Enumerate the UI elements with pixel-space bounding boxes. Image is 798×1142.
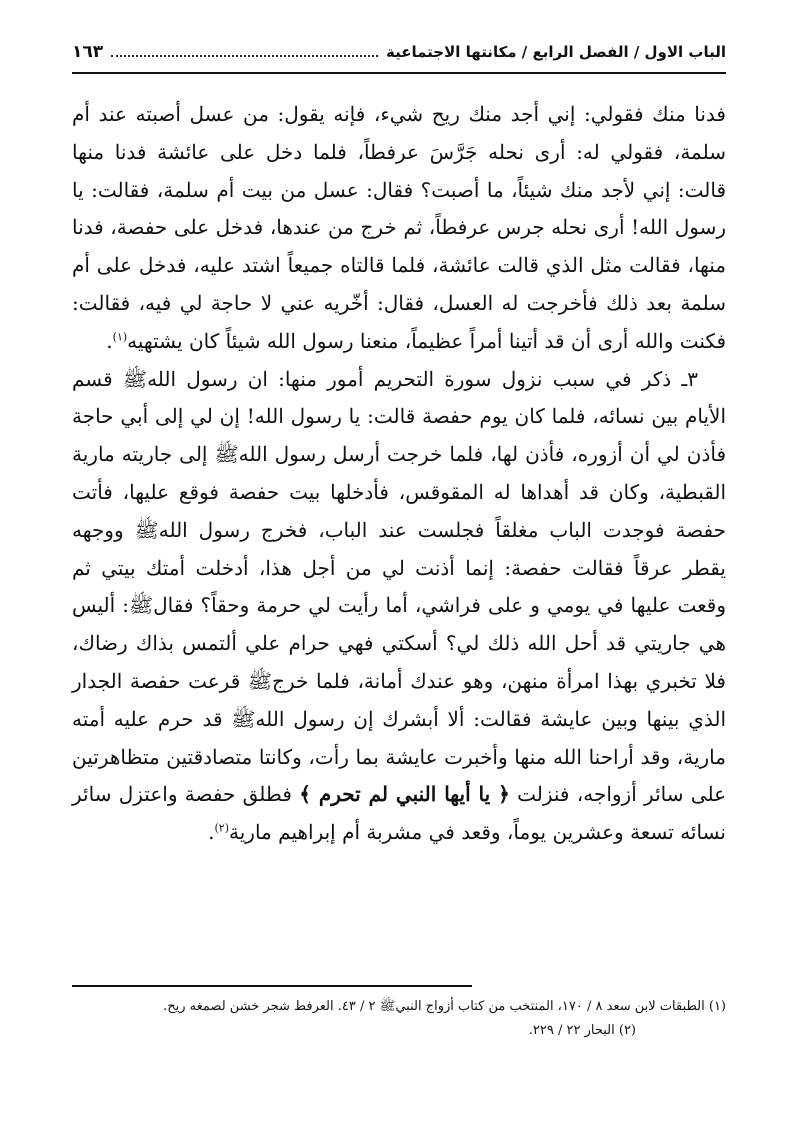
- footnote-ref-2: (٢): [214, 821, 230, 835]
- paragraph-1: [72, 96, 726, 361]
- running-header: [72, 22, 726, 74]
- paragraph-2-end: .: [208, 820, 215, 845]
- paragraph-1-text: فدنا منك فقولي: إني أجد منك ريح شيء، فإنه يقول: من عسل أصبته عند أم سلمة، فقولي له: أرى نحله جَرَّسَ عرفطاً، فلما دخل على عائشة فدنا منها قالت: إني لأجد منك شيئاً، ما أصبت؟ فقال: عسل من بيت أم سلمة، فقالت: يا رسول الله! أرى نحله جرس عرفطاً، ثم خرج من عندها، فدخل على حفصة، فدنا منها، فقالت مثل الذي قالت عائشة، فلما قالتاه جميعاً اشتد عليه، فدخل على أم سلمة بعد ذلك فأخرجت له العسل، فقال: أخّريه عني لا حاجة لي فيه، فقالت: فكنت والله أرى أن قد أتينا أمراً عظيماً، منعنا رسول الله شيئاً كان يشتهيه: [72, 102, 726, 353]
- dot-leader: [111, 55, 378, 57]
- footnote-2: (٢) البحار ٢٢ / ٢٢٩.: [528, 1023, 636, 1038]
- footnote-1: (١) الطبقات لابن سعد ٨ / ١٧٠، المنتخب من كتاب أزواج النبيﷺ ٢ / ٤٣. العرفط شجر خشن لصمغه ريح.: [163, 999, 726, 1014]
- paragraph-2-text-b: فطلق حفصة واعتزل سائر نسائه تسعة وعشرين يوماً، وقعد في مشربة أم إبراهيم مارية: [72, 782, 726, 845]
- page-number: ١٦٣: [72, 42, 104, 62]
- quran-verse: ﴿ يا أيها النبي لم تحرم ﴾: [299, 782, 510, 807]
- chapter-title: الباب الاول / الفصل الرابع / مكانتها الاجتماعية: [386, 43, 726, 61]
- footnote-separator: [72, 985, 472, 987]
- paragraph-2: [72, 361, 726, 852]
- paragraph-2-text-a: ٣ـ ذكر في سبب نزول سورة التحريم أمور منها: ان رسول اللهﷺ قسم الأيام بين نسائه، فلما كان يوم حفصة قالت: يا رسول الله! إن لي إلى أبي حاجة فأذن لي أن أزوره، فأذن لها، فلما خرجت أرسل رسول اللهﷺ إلى جاريته مارية القبطية، وكان قد أهداها له المقوقس، فأدخلها بيت حفصة فوقع عليها، فأتت حفصة فوجدت الباب مغلقاً فجلست عند الباب، فخرج رسول اللهﷺ ووجهه يقطر عرقاً فقالت حفصة: إنما أذنت لي من أجل هذا، أدخلت أمتك بيتي ثم وقعت عليها في يومي و على فراشي، أما رأيت لي حرمة وحقاً؟ فقالﷺ: أليس هي جاريتي قد أحل الله ذلك لي؟ أسكتي فهي حرام علي ألتمس بذاك رضاك، فلا تخبري بهذا امرأة منهن، وهو عندك أمانة، فلما خرجﷺ قرعت حفصة الجدار الذي بينها وبين عايشة فقالت: ألا أبشرك إن رسول اللهﷺ قد حرم عليه أمته مارية، وقد أراحنا الله منها وأخبرت عايشة بما رأت، وكانتا متصادقتين متظاهرتين على سائر أزواجه، فنزلت: [72, 366, 727, 807]
- footnotes: [72, 995, 726, 1043]
- paragraph-1-end: .: [106, 328, 113, 353]
- footnote-ref-1: (١): [112, 330, 128, 344]
- main-text: [72, 96, 726, 852]
